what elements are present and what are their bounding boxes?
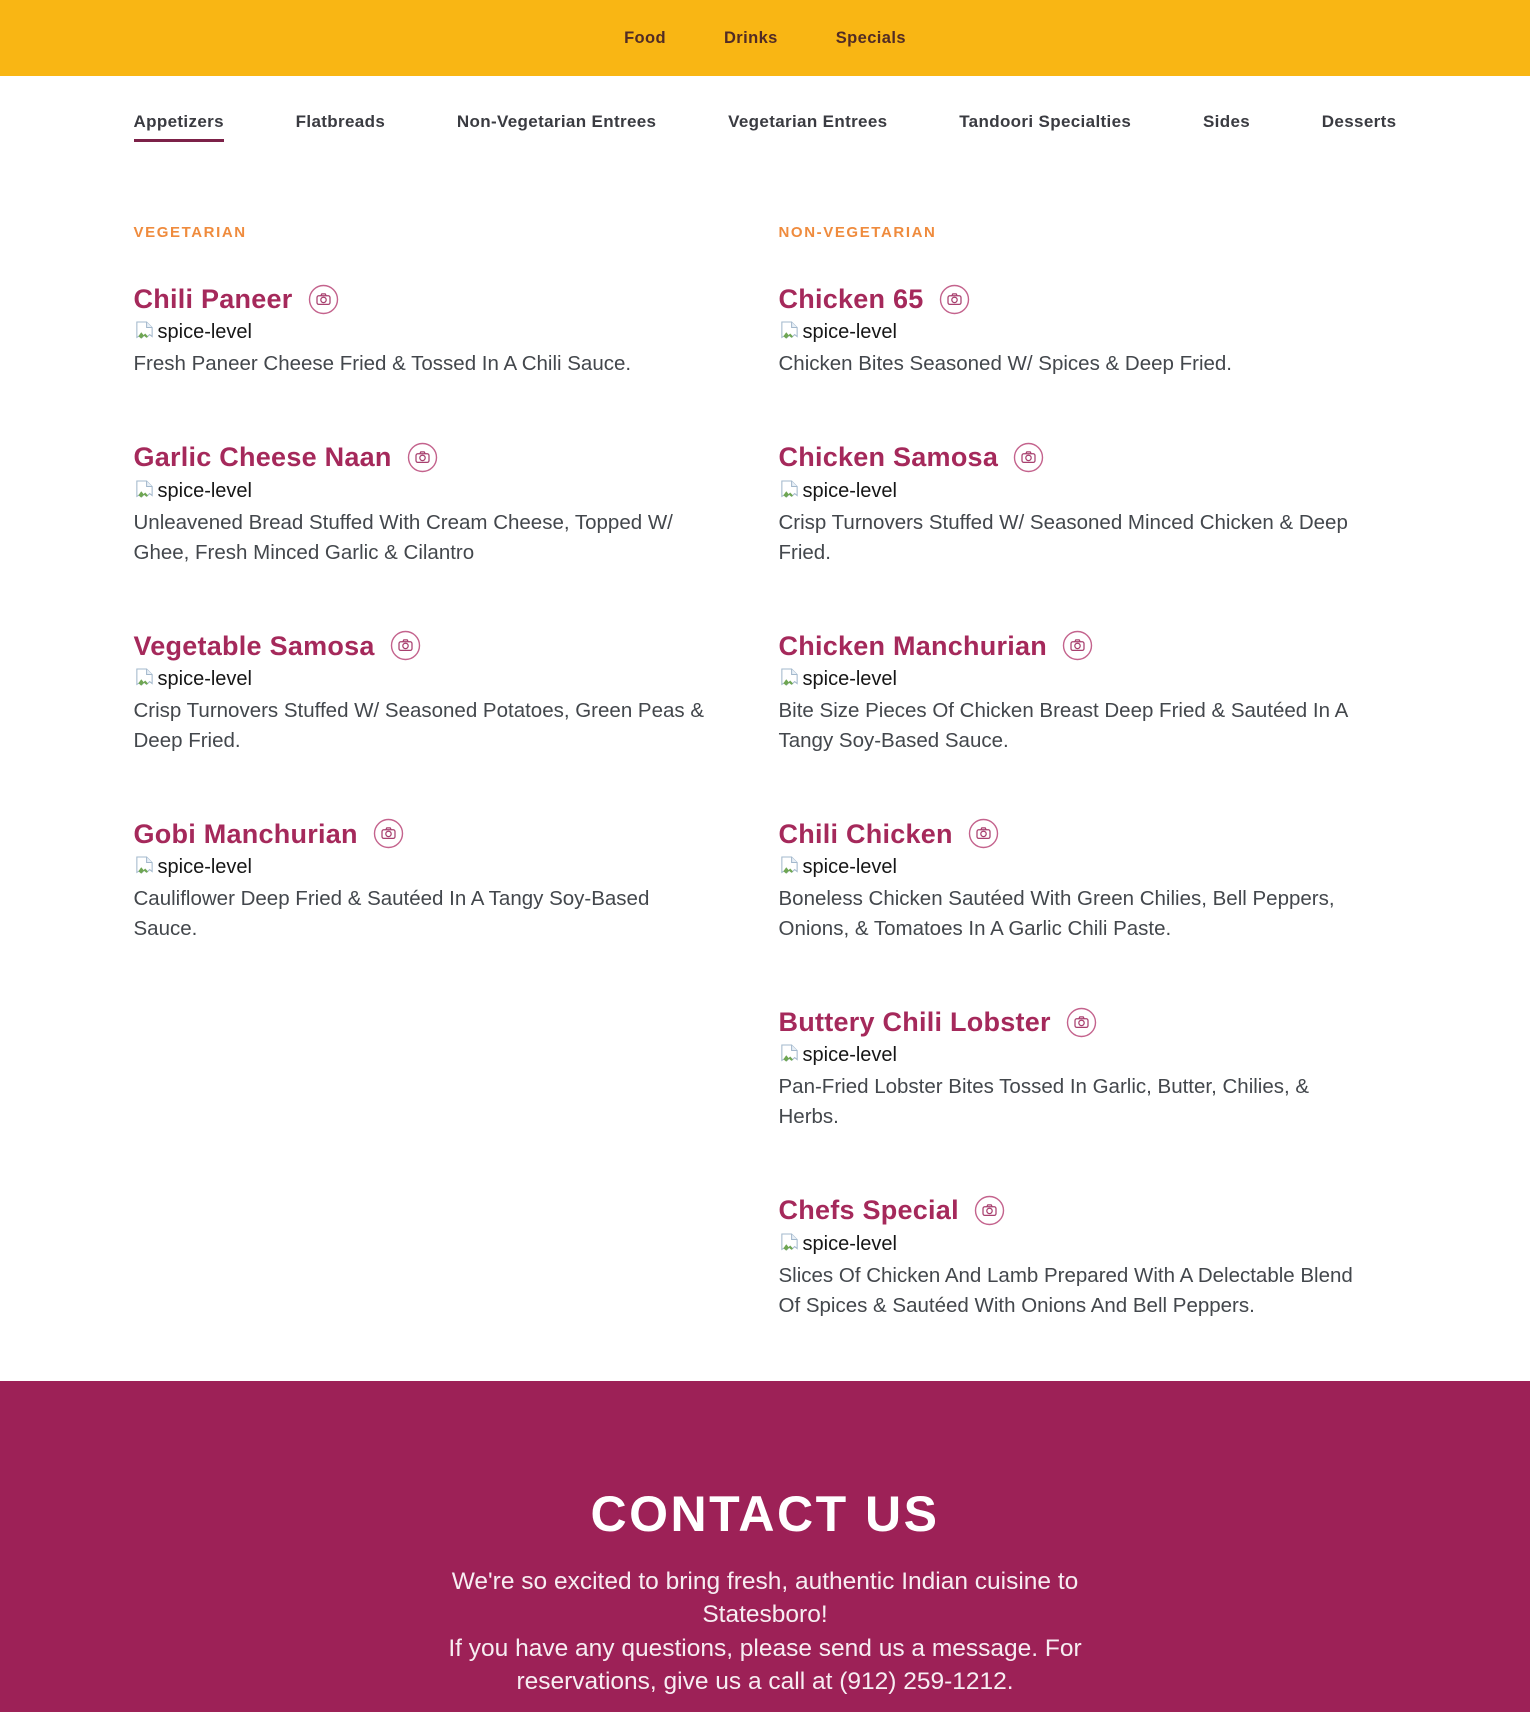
menu-item-description: Slices Of Chicken And Lamb Prepared With A Delectable Blend Of Spices & Sautéed With Onions And Bell Peppers.: [778, 1263, 1353, 1317]
photo-button[interactable]: [390, 630, 421, 661]
menu-item-description: Cauliflower Deep Fried & Sautéed In A Tangy Soy-Based Sauce.: [133, 887, 650, 941]
menu-item-name: Gobi Manchurian: [133, 818, 358, 849]
tab-flatbreads[interactable]: Flatbreads: [295, 112, 386, 131]
menu-item-name: Chefs Special: [778, 1195, 959, 1226]
photo-button[interactable]: [968, 818, 999, 849]
section-label-vegetarian: VEGETARIAN: [133, 224, 247, 241]
vegetarian-section: [134, 224, 752, 1381]
tab-sides[interactable]: Sides: [1202, 112, 1251, 131]
menu-item: [779, 283, 1397, 379]
camera-icon: [974, 1195, 1005, 1226]
spice-level-broken-image: [134, 478, 752, 501]
broken-image-icon: [779, 479, 800, 501]
camera-icon: [1013, 442, 1044, 473]
menu-item-title-row: [134, 441, 752, 473]
menu-item-description: Boneless Chicken Sautéed With Green Chilies, Bell Peppers, Onions, & Tomatoes In A Garlic Chili Paste.: [778, 887, 1335, 941]
menu-item-description: Fresh Paneer Cheese Fried & Tossed In A Chili Sauce.: [133, 352, 632, 376]
spice-level-broken-image: [779, 1042, 1397, 1065]
spice-level-broken-image: [779, 666, 1397, 689]
photo-button[interactable]: [1062, 630, 1093, 661]
broken-image-alt-text: spice-level: [157, 321, 252, 343]
top-header: [0, 0, 1530, 76]
broken-image-icon: [779, 855, 800, 877]
spice-level-broken-image: [779, 319, 1397, 342]
photo-button[interactable]: [939, 284, 970, 315]
menu-item-name: Chicken Manchurian: [778, 630, 1048, 661]
broken-image-alt-text: spice-level: [802, 856, 897, 878]
broken-image-alt-text: spice-level: [802, 321, 897, 343]
menu-item: [134, 441, 752, 567]
tab-desserts[interactable]: Desserts: [1321, 112, 1397, 131]
photo-button[interactable]: [373, 818, 404, 849]
broken-image-icon: [134, 855, 155, 877]
menu-item-name: Chicken Samosa: [778, 442, 999, 473]
menu-item: [779, 441, 1397, 567]
contact-us-heading: CONTACT US: [590, 1486, 940, 1542]
nav-link-specials[interactable]: Specials: [835, 28, 906, 47]
menu-item-title-row: [134, 630, 752, 662]
broken-image-icon: [779, 1043, 800, 1065]
spice-level-broken-image: [134, 854, 752, 877]
nav-link-food[interactable]: Food: [624, 28, 666, 47]
camera-icon: [1062, 630, 1093, 661]
menu-item-description: Crisp Turnovers Stuffed W/ Seasoned Minced Chicken & Deep Fried.: [778, 510, 1348, 564]
tab-appetizers[interactable]: Appetizers: [134, 112, 224, 142]
broken-image-icon: [779, 320, 800, 342]
spice-level-broken-image: [779, 1231, 1397, 1254]
menu-item: [134, 283, 752, 379]
camera-icon: [1066, 1007, 1097, 1038]
menu-item-title-row: [779, 441, 1397, 473]
menu-item-description: Crisp Turnovers Stuffed W/ Seasoned Potatoes, Green Peas & Deep Fried.: [133, 698, 705, 752]
camera-icon: [939, 284, 970, 315]
broken-image-icon: [134, 479, 155, 501]
non-vegetarian-section: [779, 224, 1397, 1381]
menu-item-title-row: [779, 1194, 1397, 1226]
spice-level-broken-image: [779, 478, 1397, 501]
menu-item-title-row: [134, 283, 752, 315]
photo-button[interactable]: [1066, 1007, 1097, 1038]
broken-image-alt-text: spice-level: [157, 479, 252, 501]
main-nav: [624, 29, 906, 48]
menu-item-title-row: [134, 818, 752, 850]
camera-icon: [373, 818, 404, 849]
broken-image-alt-text: spice-level: [157, 667, 252, 689]
menu-item-name: Chili Chicken: [778, 818, 953, 849]
broken-image-alt-text: spice-level: [802, 1044, 897, 1066]
photo-button[interactable]: [407, 442, 438, 473]
menu-item-title-row: [779, 1006, 1397, 1038]
tab-non-vegetarian-entrees[interactable]: Non-Vegetarian Entrees: [456, 112, 657, 131]
section-label-non-vegetarian: NON-VEGETARIAN: [778, 224, 937, 241]
broken-image-icon: [779, 667, 800, 689]
menu-category-tabs: [134, 112, 1397, 142]
menu-item-name: Chili Paneer: [133, 284, 293, 314]
vegetarian-items: [134, 283, 752, 944]
appetizers-menu: [134, 142, 1397, 1381]
broken-image-alt-text: spice-level: [157, 856, 252, 878]
broken-image-icon: [134, 667, 155, 689]
photo-button[interactable]: [1013, 442, 1044, 473]
camera-icon: [407, 442, 438, 473]
menu-item-description: Pan-Fried Lobster Bites Tossed In Garlic, Butter, Chilies, & Herbs.: [778, 1075, 1310, 1129]
footer-text-line: reservations, give us a call at (912) 259-1212.: [516, 1667, 1014, 1695]
menu-item-description: Unleavened Bread Stuffed With Cream Cheese, Topped W/ Ghee, Fresh Minced Garlic & Cilantro: [133, 510, 673, 564]
broken-image-icon: [134, 320, 155, 342]
broken-image-alt-text: spice-level: [802, 1232, 897, 1254]
menu-item-name: Chicken 65: [778, 284, 924, 314]
menu-item: [779, 630, 1397, 756]
menu-item-title-row: [779, 630, 1397, 662]
broken-image-alt-text: spice-level: [802, 667, 897, 689]
spice-level-broken-image: [779, 854, 1397, 877]
menu-item-description: Bite Size Pieces Of Chicken Breast Deep Fried & Sautéed In A Tangy Soy-Based Sauce.: [778, 698, 1348, 752]
menu-item-title-row: [779, 818, 1397, 850]
menu-item-description: Chicken Bites Seasoned W/ Spices & Deep Fried.: [778, 352, 1232, 376]
menu-item: [779, 818, 1397, 944]
spice-level-broken-image: [134, 666, 752, 689]
menu-item-name: Buttery Chili Lobster: [778, 1007, 1051, 1038]
tab-vegetarian-entrees[interactable]: Vegetarian Entrees: [728, 112, 888, 131]
nav-link-drinks[interactable]: Drinks: [723, 28, 778, 47]
contact-footer: [0, 1381, 1530, 1712]
camera-icon: [390, 630, 421, 661]
footer-text-line: Statesboro!: [702, 1601, 828, 1629]
photo-button[interactable]: [308, 284, 339, 315]
menu-item-name: Vegetable Samosa: [133, 630, 375, 661]
photo-button[interactable]: [974, 1195, 1005, 1226]
camera-icon: [968, 818, 999, 849]
menu-item: [134, 818, 752, 944]
camera-icon: [308, 284, 339, 315]
menu-item: [779, 1194, 1397, 1320]
broken-image-icon: [779, 1232, 800, 1254]
menu-item: [779, 1006, 1397, 1132]
tab-tandoori-specialties[interactable]: Tandoori Specialties: [959, 112, 1132, 131]
broken-image-alt-text: spice-level: [802, 479, 897, 501]
menu-item-title-row: [779, 283, 1397, 315]
footer-text-line: If you have any questions, please send us a message. For: [448, 1634, 1082, 1662]
menu-item-name: Garlic Cheese Naan: [133, 442, 392, 473]
non-vegetarian-items: [779, 283, 1397, 1320]
spice-level-broken-image: [134, 319, 752, 342]
footer-text-line: We're so excited to bring fresh, authentic Indian cuisine to: [451, 1568, 1079, 1595]
menu-item: [134, 630, 752, 756]
footer-text: [0, 1565, 1530, 1698]
